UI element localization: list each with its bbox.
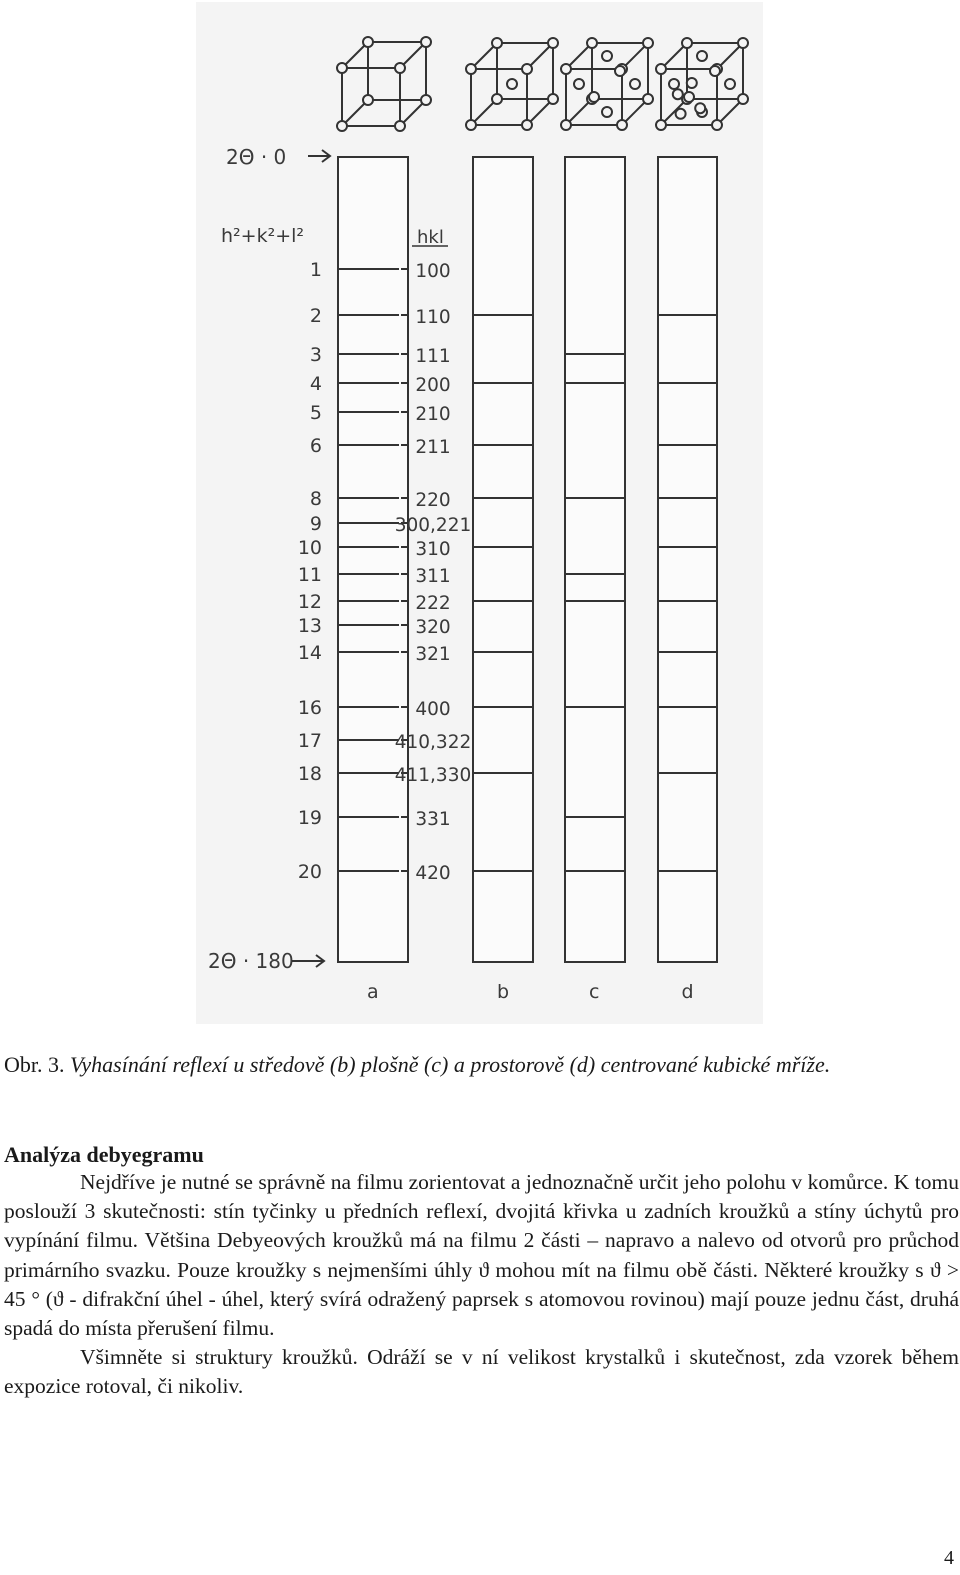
- hkl-value: 210: [415, 404, 451, 425]
- figure-caption: [4, 1050, 904, 1079]
- hkl-value: 300,221: [394, 515, 472, 536]
- hkl-value: 211: [415, 437, 451, 458]
- sum-value: 9: [309, 513, 322, 535]
- hkl-value: 420: [415, 863, 451, 884]
- film-strip-b: [473, 157, 533, 962]
- sum-value: 6: [309, 435, 322, 457]
- sum-header: h²+k²+l²: [221, 225, 305, 247]
- hkl-header: hkl: [417, 227, 444, 248]
- simple-cubic-cell-icon: [337, 37, 431, 131]
- sum-value: 5: [309, 402, 322, 424]
- sum-value: 1: [309, 259, 322, 281]
- hkl-value: 100: [415, 261, 451, 282]
- debyegram-figure: [196, 2, 763, 1024]
- sum-value: 18: [297, 763, 322, 785]
- hkl-value: 311: [415, 566, 451, 587]
- hkl-value: 321: [415, 644, 451, 665]
- sum-value: 14: [297, 642, 322, 664]
- sum-value: 4: [309, 373, 322, 395]
- paragraph: Nejdříve je nutné se správně na filmu zorientovat a jednoznačně určit jeho polohu v komůrce. K tomu poslouží 3 skutečnosti: stín tyčinky u předních reflexí, dvojitá křivka u zadních kroužků a stíny úchytů pro vypínání filmu. Většina Debyeových kroužků má na filmu 2 části – napravo a nalevo od otvorů pro průchod primárního svazku. Pouze kroužky s nejmenšími úhly ϑ mohou mít na filmu obě části. Některé kroužky s ϑ > 45 ° (ϑ - difrakční úhel - úhel, který svírá odražený paprsek s atomovou rovinou) mají pouze jednu část, druhá spadá do místa přerušení filmu.: [4, 1170, 959, 1341]
- body-centered-cell-icon: [466, 38, 558, 130]
- page-number: 4: [944, 1547, 954, 1569]
- film-strip-a: [338, 157, 408, 962]
- unit-cells: [337, 37, 748, 131]
- film-strip-c: [565, 157, 625, 962]
- hkl-value: 320: [415, 617, 451, 638]
- hkl-value: 411,330: [394, 765, 472, 786]
- film-strips: [338, 157, 717, 1003]
- sum-value: 19: [297, 807, 322, 829]
- section-body: [4, 1168, 959, 1402]
- extinction-diagram: [196, 2, 763, 1024]
- sum-value: 3: [309, 344, 322, 366]
- caption-prefix: Obr. 3.: [4, 1052, 65, 1077]
- hkl-value: 331: [415, 809, 451, 830]
- sum-value: 12: [297, 591, 322, 613]
- sum-value: 10: [297, 537, 322, 559]
- section-title: Analýza debyegramu: [4, 1142, 204, 1167]
- sum-value: 8: [309, 488, 322, 510]
- caption-text: Vyhasínání reflexí u středově (b) plošně (c) a prostorově (d) centrované kubické mříže.: [70, 1052, 831, 1077]
- hkl-value: 410,322: [394, 732, 472, 753]
- sum-value: 2: [309, 305, 322, 327]
- hkl-value: 111: [415, 346, 451, 367]
- hkl-value: 400: [415, 699, 451, 720]
- arrow-icon: [292, 955, 324, 967]
- hkl-value: 200: [415, 375, 451, 396]
- sum-value: 17: [297, 730, 322, 752]
- column-label: c: [589, 981, 600, 1003]
- diamond-cubic-cell-icon: [656, 38, 748, 130]
- column-label: d: [681, 981, 694, 1003]
- top-angle-label: 2Θ · 0: [226, 145, 287, 169]
- face-centered-cell-icon: [561, 38, 653, 130]
- sum-value: 20: [297, 861, 322, 883]
- bottom-angle-label: 2Θ · 180: [208, 949, 294, 973]
- column-label: b: [497, 981, 510, 1003]
- sum-value: 16: [297, 697, 322, 719]
- sum-value: 11: [297, 564, 322, 586]
- sum-value: 13: [297, 615, 322, 637]
- film-strip-d: [658, 157, 717, 962]
- hkl-value: 220: [415, 490, 451, 511]
- arrow-icon: [308, 150, 330, 162]
- hkl-value: 222: [415, 593, 451, 614]
- hkl-value: 110: [415, 307, 451, 328]
- hkl-value: 310: [415, 539, 451, 560]
- column-label: a: [367, 981, 379, 1003]
- paragraph: Všimněte si struktury kroužků. Odráží se v ní velikost krystalků i skutečnost, zda vzorek během expozice rotoval, či nikoliv.: [4, 1345, 959, 1399]
